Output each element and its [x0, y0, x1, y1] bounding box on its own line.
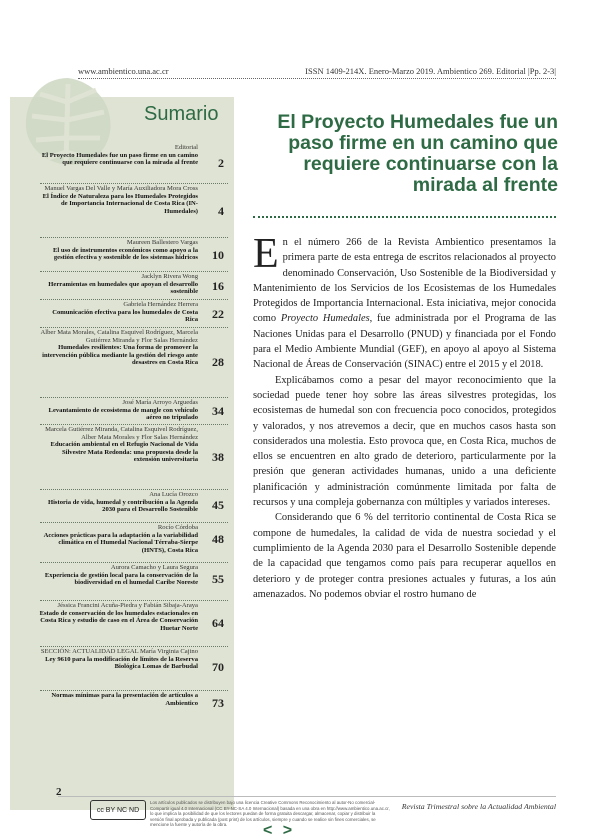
article-body [253, 231, 557, 602]
toc-title: Estado de conservación de los humedales estacionales en Costa Rica y estudio de caso en el Área de Conservación Huetar Norte [39, 609, 198, 632]
toc-title: Experiencia de gestión local para la conservación de la biodiversidad en el humedal Caribe Noreste [44, 571, 198, 587]
toc-divider [40, 327, 228, 328]
paragraph: Considerando que 6 % del territorio continental de Costa Rica se compone de humedales, la calidad de vida de nuestra sociedad y el cumplimiento de la Agenda 2030 para el Desarrollo Sostenible depende de la capacidad que tengamos como país para recuperar aquellos en deterioro y de proteger contra presiones actuales y futuras, a los aún amenazados. No podemos obviar el rostro humano de [253, 512, 556, 600]
toc-page: 55 [212, 572, 224, 586]
page-number: 2 [56, 786, 62, 798]
toc-page: 4 [218, 204, 224, 218]
toc-page: 38 [212, 450, 224, 464]
paragraph: Explicábamos como a pesar del mayor reconocimiento que la sociedad puede tener hoy sobre las áreas silvestres protegidas, los ecosistemas de humedal son con frecuencia poco conocidos, protegidos y valorados, y nos atrevemos a decir, que en muchos casos hasta son considerados una molestia. Esto provoca que, en Costa Rica, muchos de ellos se encuentren en alto grado de deterioro, particularmente por la presión que generan actividades humanas, unido a una deficiente planificación y administración comúnmente limitada por falta de recursos y una compleja gobernanza con múltiples y variados intereses. [253, 374, 556, 509]
toc-page: 22 [212, 307, 224, 321]
toc-page: 64 [212, 616, 224, 630]
toc-author: Marcela Gutiérrez Miranda, Catalina Esquivel Rodríguez, Alber Mata Morales y Flor Salas Hernández [45, 426, 198, 441]
journal-tagline: Revista Trimestral sobre la Actualidad Ambiental [401, 802, 556, 811]
dropcap: E [253, 231, 279, 277]
toc-author: Manuel Vargas Del Valle y María Auxiliadora Mora Cross [44, 185, 198, 192]
toc-divider [40, 424, 228, 425]
toc-author: Editorial [174, 144, 198, 151]
toc-page: 48 [212, 532, 224, 546]
toc-author: Jacklyn Rivera Wong [141, 273, 198, 280]
toc-title: Humedales resilientes: Una forma de promover la intervención pública mediante la gestión del riesgo ante desastres en Costa Rica [42, 344, 198, 367]
paragraph: En el número 266 de la Revista Ambientico presentamos la primera parte de esta entrega de escritos relacionados al proyecto denominado Conservación, Uso Sostenible de la Biodiversidad y Mantenimiento de los Servicios de los Ecosistemas de los Humedales Protegidos de Importancia Internacional. Esta iniciativa, mejor conocida como Proyecto Humedales, fue administrada por el Programa de las Naciones Unidas para el Desarrollo (PNUD) y financiada por el Fondo para el Medio Ambiente Mundial (GEF), en apoyo al apoyo al Sistema Nacional de Áreas de Conservación (SINAC) entre el 2015 y el 2018. [253, 231, 557, 371]
toc-author: Gabriela Hernández Herrera [123, 301, 198, 308]
toc-title: Levantamiento de ecosistema de mangle con vehículo aéreo no tripulado [48, 406, 198, 422]
toc-author: SECCIÓN: ACTUALIDAD LEGAL María Virginia Cajino [40, 648, 198, 655]
toc-author: Aurora Camacho y Laura Segura [110, 564, 198, 571]
toc-divider [40, 646, 228, 647]
toc-author: Jéssica Francini Acuña-Piedra y Fabián Sibaja-Araya [57, 602, 198, 609]
toc-title: Comunicación efectiva para los humedales de Costa Rica [52, 308, 198, 324]
cc-license-badge[interactable]: cc BY NC ND [90, 800, 146, 820]
toc-title: Historia de vida, humedal y contribución a la Agenda 2030 para el Desarrollo Sostenible [47, 498, 198, 514]
toc-divider [40, 489, 228, 490]
footer-divider [58, 796, 556, 797]
page-navigation [260, 822, 295, 840]
toc-title: El uso de instrumentos económicos como apoyo a la gestión efectiva y sostenible de los sistemas hídricos [52, 246, 198, 262]
toc-title: Acciones prácticas para la adaptación a la variabilidad climática en el Humedal Nacional Térraba-Sierpe (HNTS), Costa Rica [43, 531, 198, 554]
toc-page: 2 [218, 156, 224, 170]
toc-title: Herramientas en humedales que apoyan el desarrollo sostenible [48, 280, 198, 296]
toc-divider [40, 397, 228, 398]
toc-page: 16 [212, 279, 224, 293]
toc-title: El Índice de Naturaleza para los Humedales Protegidos de Importancia Internacional de Costa Rica (IN-Humedales) [42, 192, 198, 215]
toc-title: Educación ambiental en el Refugio Nacional de Vida Silvestre Mata Redonda: una propuesta desde la extensión universitaria [50, 441, 198, 464]
toc-divider [40, 271, 228, 272]
issn-line: ISSN 1409-214X. Enero-Marzo 2019. Ambientico 269. Editorial |Pp. 2-3| [305, 66, 556, 76]
toc-title: Normas mínimas para la presentación de artículos a Ambientico [51, 692, 198, 707]
toc-author: José María Arroyo Arguedas [122, 399, 198, 406]
toc-title: El Proyecto Humedales fue un paso firme en un camino que requiere continuarse con la mirada al frente [41, 151, 198, 167]
toc-divider [40, 522, 228, 523]
toc-title: Ley 9610 para la modificación de límites de la Reserva Biológica Lomas de Barbudal [45, 655, 198, 671]
toc-divider [40, 600, 228, 601]
article-title: El Proyecto Humedales fue un paso firme en un camino que requiere continuarse con la mirada al frente [277, 111, 558, 196]
journal-url[interactable]: www.ambientico.una.ac.cr [78, 66, 169, 76]
toc-author: Rocío Córdoba [157, 524, 198, 531]
sumario-heading: Sumario [144, 103, 219, 125]
toc-divider [40, 690, 228, 691]
next-page-button[interactable]: > [282, 822, 293, 839]
license-text: Los artículos publicados se distribuyen bajo una licencia Creative Commons Reconocimiento al autor-No comercial-Compartir igual 4.0 Internacional (CC BY-NC-SA 4.0 Internacional) basada en una obra en http://www.ambientico.una.ac.cr, lo que implica la posibilidad de que los lectores puedan de forma gratuita descargar, almacenar, copiar y distribuir la versión final aprobada y publicada (post print) de los artículos, siempre y cuando se realice sin fines comerciales, se mencione la fuente y autoría de la obra. [150, 800, 390, 828]
toc-page: 28 [212, 355, 224, 369]
toc-divider [40, 237, 228, 238]
toc-page: 10 [212, 248, 224, 262]
title-divider [253, 216, 556, 218]
toc-page: 34 [212, 404, 224, 418]
toc-divider [40, 299, 228, 300]
toc-divider [40, 183, 228, 184]
toc-author: Ana Lucía Orozco [149, 491, 198, 498]
header-divider [78, 78, 556, 79]
toc-page: 70 [212, 660, 224, 674]
toc-author: Maureen Ballestero Vargas [126, 239, 198, 246]
toc-divider [40, 562, 228, 563]
toc-page: 73 [212, 696, 224, 710]
toc-author: Alber Mata Morales, Catalina Esquivel Rodríguez, Marcela Gutiérrez Miranda y Flor Salas Hernández [40, 329, 198, 344]
prev-page-button[interactable]: < [263, 822, 273, 839]
toc-page: 45 [212, 498, 224, 512]
